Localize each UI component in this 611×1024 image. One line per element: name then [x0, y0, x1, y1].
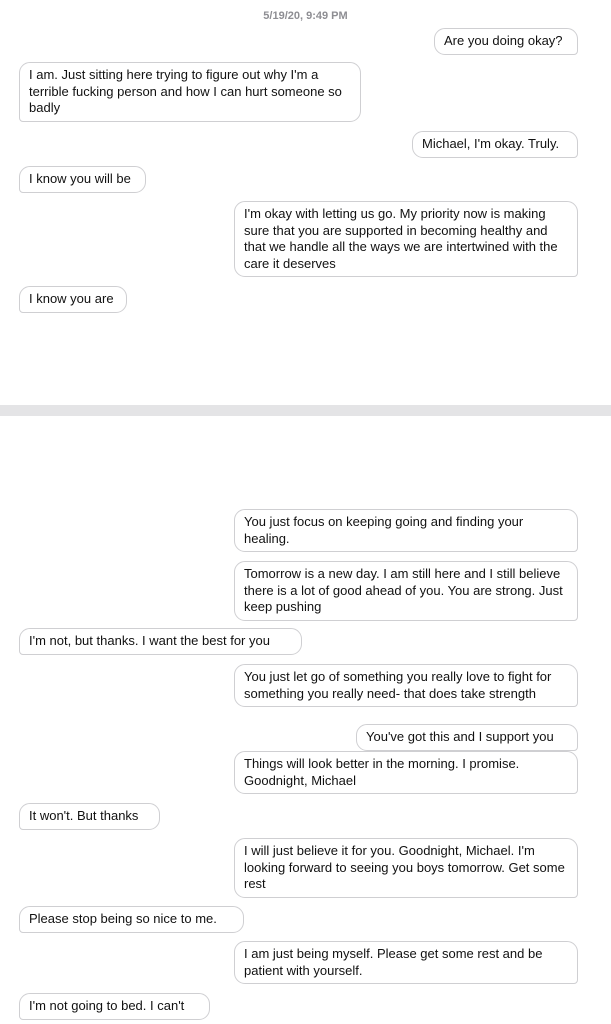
message-text: I'm not going to bed. I can't: [29, 998, 185, 1013]
message-text: I know you will be: [29, 171, 131, 186]
message-text: You just focus on keeping going and finding your healing.: [244, 514, 524, 546]
message-text: Please stop being so nice to me.: [29, 911, 217, 926]
message-text: Things will look better in the morning. I promise. Goodnight, Michael: [244, 756, 520, 788]
message-bubble-incoming[interactable]: [19, 803, 160, 830]
message-bubble-incoming[interactable]: [19, 62, 361, 122]
message-bubble-outgoing[interactable]: [234, 201, 578, 277]
message-bubble-outgoing[interactable]: [234, 838, 578, 898]
message-bubble-outgoing[interactable]: [234, 509, 578, 552]
message-text: You just let go of something you really love to fight for something you really need- that does take strength: [244, 669, 552, 701]
message-bubble-outgoing[interactable]: [234, 664, 578, 707]
message-text: I am just being myself. Please get some rest and be patient with yourself.: [244, 946, 543, 978]
message-bubble-incoming[interactable]: [19, 993, 210, 1020]
message-bubble-outgoing[interactable]: [234, 941, 578, 984]
message-text: I know you are: [29, 291, 114, 306]
message-text: Michael, I'm okay. Truly.: [422, 136, 560, 151]
message-bubble-incoming[interactable]: [19, 906, 244, 933]
message-bubble-incoming[interactable]: [19, 286, 127, 313]
message-bubble-outgoing[interactable]: [412, 131, 578, 158]
message-bubble-incoming[interactable]: [19, 166, 146, 193]
message-bubble-outgoing[interactable]: [234, 561, 578, 621]
message-text: I'm not, but thanks. I want the best for you: [29, 633, 270, 648]
message-bubble-outgoing[interactable]: [234, 751, 578, 794]
message-text: I will just believe it for you. Goodnight, Michael. I'm looking forward to seeing you boys tomorrow. Get some rest: [244, 843, 565, 891]
message-text: Are you doing okay?: [444, 33, 563, 48]
message-text: It won't. But thanks: [29, 808, 139, 823]
message-bubble-incoming[interactable]: [19, 628, 302, 655]
message-text: I am. Just sitting here trying to figure out why I'm a terrible fucking person and how I can hurt someone so badly: [29, 67, 342, 115]
message-text: You've got this and I support you: [366, 729, 554, 744]
screenshot-divider: [0, 405, 611, 416]
message-text: Tomorrow is a new day. I am still here and I still believe there is a lot of good ahead of you. You are strong. Just keep pushing: [244, 566, 563, 614]
message-bubble-outgoing[interactable]: [356, 724, 578, 751]
message-text: I'm okay with letting us go. My priority now is making sure that you are supported in becoming healthy and that we handle all the ways we are intertwined with the care it deserves: [244, 206, 558, 271]
message-bubble-outgoing[interactable]: [434, 28, 578, 55]
timestamp: 5/19/20, 9:49 PM: [263, 10, 348, 22]
